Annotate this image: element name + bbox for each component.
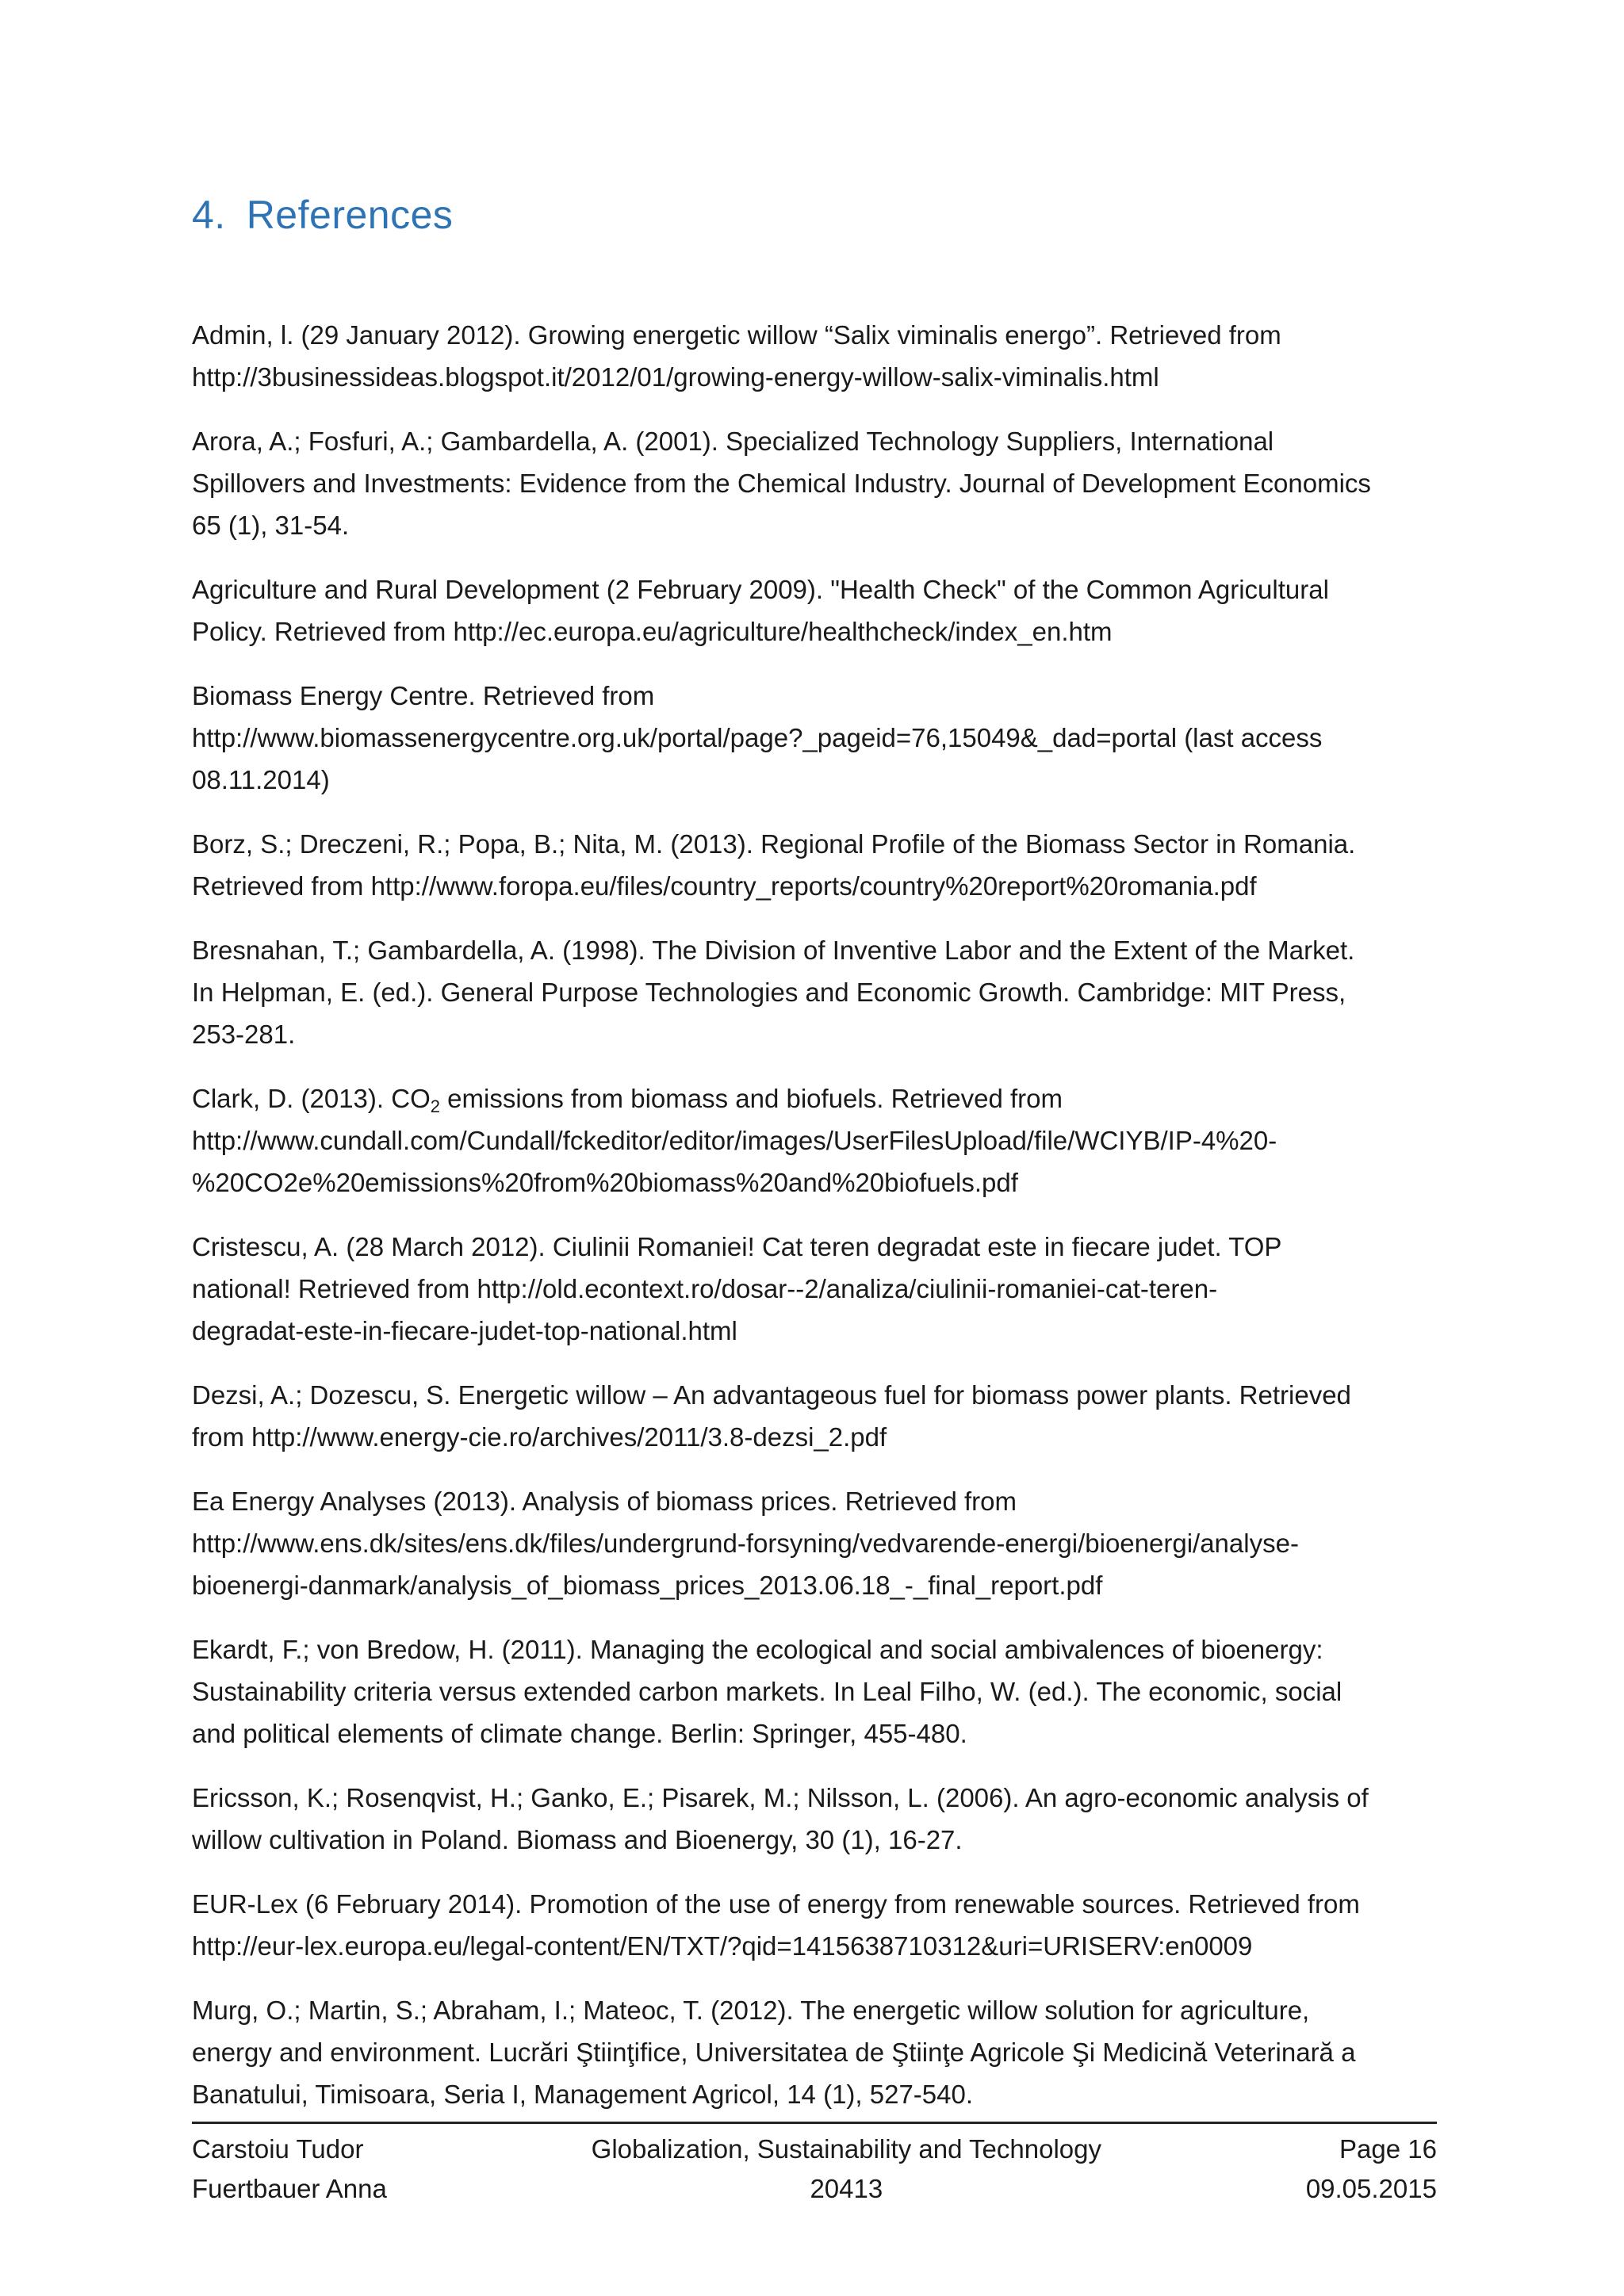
reference-line: http://www.biomassenergycentre.org.uk/portal/page?_pageid=76,15049&_dad=portal (last access — [192, 723, 1323, 752]
reference-line: from http://www.energy-cie.ro/archives/2011/3.8-dezsi_2.pdf — [192, 1422, 887, 1452]
reference-line: Murg, O.; Martin, S.; Abraham, I.; Mateoc, T. (2012). The energetic willow solution for agriculture, — [192, 1996, 1310, 2025]
reference-line: http://3businessideas.blogspot.it/2012/01/growing-energy-willow-salix-viminalis.html — [192, 362, 1159, 392]
reference-entry — [192, 314, 1437, 398]
reference-line: Bresnahan, T.; Gambardella, A. (1998). The Division of Inventive Labor and the Extent of the Market. — [192, 936, 1355, 965]
section-number: 4. — [192, 193, 226, 237]
reference-line: Sustainability criteria versus extended carbon markets. In Leal Filho, W. (ed.). The economic, social — [192, 1677, 1342, 1706]
reference-entry — [192, 420, 1437, 546]
reference-line: Ericsson, K.; Rosenqvist, H.; Ganko, E.; Pisarek, M.; Nilsson, L. (2006). An agro-economic analysis of — [192, 1783, 1369, 1812]
reference-line: Borz, S.; Dreczeni, R.; Popa, B.; Nita, M. (2013). Regional Profile of the Biomass Sector in Romania. — [192, 829, 1356, 859]
reference-line: http://eur-lex.europa.eu/legal-content/EN/TXT/?qid=1415638710312&uri=URISERV:en0009 — [192, 1931, 1253, 1961]
section-title: References — [246, 193, 454, 237]
reference-line: 253-281. — [192, 1020, 296, 1049]
reference-line: Retrieved from http://www.foropa.eu/files/country_reports/country%20report%20romania.pdf — [192, 871, 1257, 901]
footer-authors — [192, 2130, 387, 2209]
reference-list — [192, 314, 1437, 2137]
reference-entry — [192, 568, 1437, 652]
reference-line: http://www.cundall.com/Cundall/fckeditor/editor/images/UserFilesUpload/file/WCIYB/IP-4%20- — [192, 1126, 1277, 1155]
reference-text: Clark, D. (2013). CO — [192, 1084, 431, 1113]
reference-entry — [192, 1077, 1437, 1203]
reference-line: http://www.ens.dk/sites/ens.dk/files/undergrund-forsyning/vedvarende-energi/bioenergi/analyse- — [192, 1529, 1299, 1558]
reference-line: EUR-Lex (6 February 2014). Promotion of the use of energy from renewable sources. Retrieved from — [192, 1889, 1360, 1919]
reference-entry — [192, 1226, 1437, 1352]
footer-course-code: 20413 — [810, 2174, 883, 2203]
reference-entry — [192, 1777, 1437, 1861]
reference-line: national! Retrieved from http://old.econtext.ro/dosar--2/analiza/ciulinii-romaniei-cat-teren- — [192, 1274, 1218, 1303]
reference-entry — [192, 1480, 1437, 1606]
reference-entry — [192, 675, 1437, 801]
reference-entry — [192, 1628, 1437, 1755]
reference-line: In Helpman, E. (ed.). General Purpose Technologies and Economic Growth. Cambridge: MIT Press, — [192, 978, 1346, 1007]
reference-line: Arora, A.; Fosfuri, A.; Gambardella, A. (2001). Specialized Technology Suppliers, International — [192, 427, 1274, 456]
reference-entry — [192, 823, 1437, 907]
reference-entry — [192, 929, 1437, 1055]
reference-line: Spillovers and Investments: Evidence from the Chemical Industry. Journal of Development Economics — [192, 469, 1371, 498]
reference-line — [192, 1077, 1437, 1119]
reference-line: Dezsi, A.; Dozescu, S. Energetic willow – An advantageous fuel for biomass power plants. Retrieved — [192, 1380, 1351, 1410]
reference-line: Admin, l. (29 January 2012). Growing energetic willow “Salix viminalis energo”. Retrieved from — [192, 320, 1281, 350]
footer-page-number: Page 16 — [1339, 2134, 1437, 2164]
reference-line: 08.11.2014) — [192, 765, 330, 794]
subscript-text: 2 — [430, 1096, 440, 1116]
reference-line: 65 (1), 31-54. — [192, 511, 350, 540]
reference-entry — [192, 1374, 1437, 1458]
footer-author: Fuertbauer Anna — [192, 2174, 387, 2203]
reference-text: emissions from biomass and biofuels. Retrieved from — [440, 1084, 1063, 1113]
footer-course-title: Globalization, Sustainability and Technology — [591, 2134, 1101, 2164]
footer-meta — [1306, 2130, 1437, 2209]
footer-course — [592, 2130, 1101, 2209]
reference-line: Agriculture and Rural Development (2 February 2009). "Health Check" of the Common Agricultural — [192, 575, 1329, 604]
reference-line: Ea Energy Analyses (2013). Analysis of biomass prices. Retrieved from — [192, 1487, 1017, 1516]
reference-line: Ekardt, F.; von Bredow, H. (2011). Managing the ecological and social ambivalences of bioenergy: — [192, 1635, 1323, 1664]
reference-line: willow cultivation in Poland. Biomass and Bioenergy, 30 (1), 16-27. — [192, 1825, 963, 1854]
reference-line: Policy. Retrieved from http://ec.europa.eu/agriculture/healthcheck/index_en.htm — [192, 617, 1113, 646]
footer-author: Carstoiu Tudor — [192, 2134, 364, 2164]
section-heading — [192, 192, 453, 238]
reference-line: and political elements of climate change. Berlin: Springer, 455-480. — [192, 1719, 967, 1748]
reference-line: Banatului, Timisoara, Seria I, Management Agricol, 14 (1), 527-540. — [192, 2080, 974, 2109]
reference-line: bioenergi-danmark/analysis_of_biomass_prices_2013.06.18_-_final_report.pdf — [192, 1571, 1103, 1600]
reference-line: energy and environment. Lucrări Ştiinţifice, Universitatea de Ştiinţe Agricole Şi Medicină Veterinară a — [192, 2038, 1356, 2067]
reference-line: Biomass Energy Centre. Retrieved from — [192, 681, 655, 710]
reference-line: Cristescu, A. (28 March 2012). Ciulinii Romaniei! Cat teren degradat este in fiecare judet. TOP — [192, 1232, 1282, 1261]
footer-divider — [192, 2122, 1437, 2124]
reference-line: %20CO2e%20emissions%20from%20biomass%20and%20biofuels.pdf — [192, 1168, 1018, 1197]
reference-line: degradat-este-in-fiecare-judet-top-national.html — [192, 1316, 737, 1345]
reference-entry — [192, 1989, 1437, 2115]
reference-entry — [192, 1883, 1437, 1967]
footer-date: 09.05.2015 — [1305, 2174, 1437, 2203]
page-footer — [192, 2130, 1437, 2209]
